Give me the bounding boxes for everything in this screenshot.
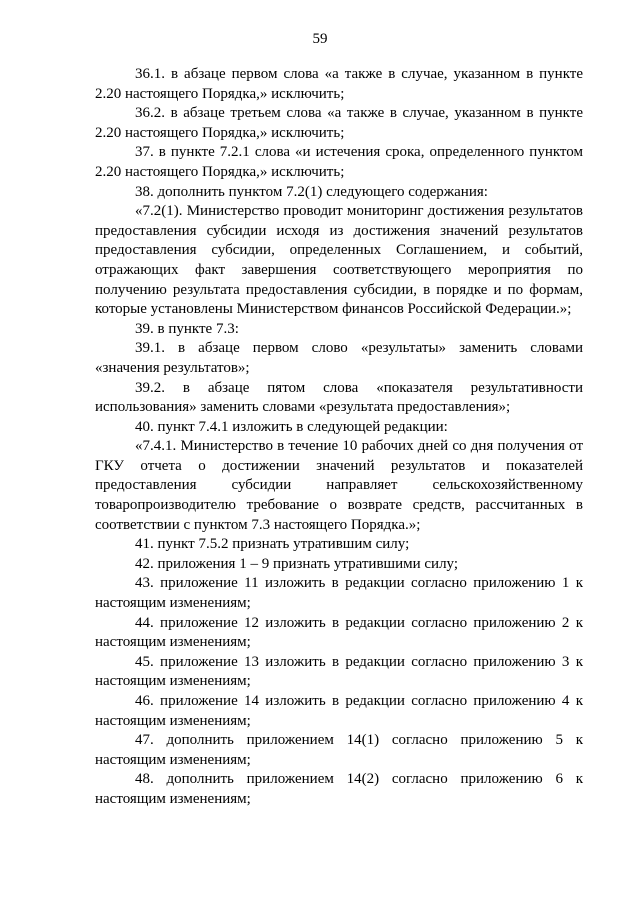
paragraph-36-2: 36.2. в абзаце третьем слова «а также в случае, указанном в пункте 2.20 настоящего Порядка,» исключить; <box>95 105 583 141</box>
paragraph-45: 45. приложение 13 изложить в редакции согласно приложению 3 к настоящим изменениям; <box>95 653 583 690</box>
paragraph-39-2: 39.2. в абзаце пятом слова «показателя результативности использования» заменить словами «результата предоставления»; <box>95 379 583 416</box>
paragraph-48: 48. дополнить приложением 14(2) согласно приложению 6 к настоящим изменениям; <box>95 771 583 807</box>
paragraph-39-1: 39.1. в абзаце первом слово «результаты» заменить словами «значения результатов»; <box>95 340 583 376</box>
paragraph-41: 41. пункт 7.5.2 признать утратившим силу; <box>135 536 410 553</box>
paragraph-7-2-1-quote: «7.2(1). Министерство проводит мониторинг достижения результатов предоставления субсидии исходя из достижения значений результатов предоставления субсидии, определенных Соглашением, и событий, отражающих факт завершения соответствующего мероприятия по получению результата предоставления субсидии, в порядке и по формам, которые установлены Министерством финансов Российской Федерации.»; <box>95 203 583 318</box>
document-body <box>95 65 583 810</box>
paragraph-42: 42. приложения 1 – 9 признать утратившими силу; <box>135 555 459 572</box>
paragraph-46: 46. приложение 14 изложить в редакции согласно приложению 4 к настоящим изменениям; <box>95 693 583 729</box>
paragraph-39: 39. в пункте 7.3: <box>135 320 239 337</box>
page-number: 59 <box>312 31 328 47</box>
paragraph-36-1: 36.1. в абзаце первом слова «а также в случае, указанном в пункте 2.20 настоящего Порядка,» исключить; <box>95 66 583 102</box>
paragraph-44: 44. приложение 12 изложить в редакции согласно приложению 2 к настоящим изменениям; <box>95 614 583 651</box>
paragraph-38: 38. дополнить пунктом 7.2(1) следующего содержания: <box>135 183 488 200</box>
paragraph-7-4-1-quote: «7.4.1. Министерство в течение 10 рабочих дней со дня получения от ГКУ отчета о достижении значений результатов и показателей предоставления субсидии направляет сельскохозяйственному товаропроизводителю требование о возврате средств, рассчитанных в соответствии с пунктом 7.3 настоящего Порядка.»; <box>95 438 583 533</box>
paragraph-40: 40. пункт 7.4.1 изложить в следующей редакции: <box>135 418 448 435</box>
paragraph-47: 47. дополнить приложением 14(1) согласно приложению 5 к настоящим изменениям; <box>95 732 583 768</box>
paragraph-37: 37. в пункте 7.2.1 слова «и истечения срока, определенного пунктом 2.20 настоящего Порядка,» исключить; <box>95 144 583 180</box>
paragraph-43: 43. приложение 11 изложить в редакции согласно приложению 1 к настоящим изменениям; <box>95 575 583 612</box>
